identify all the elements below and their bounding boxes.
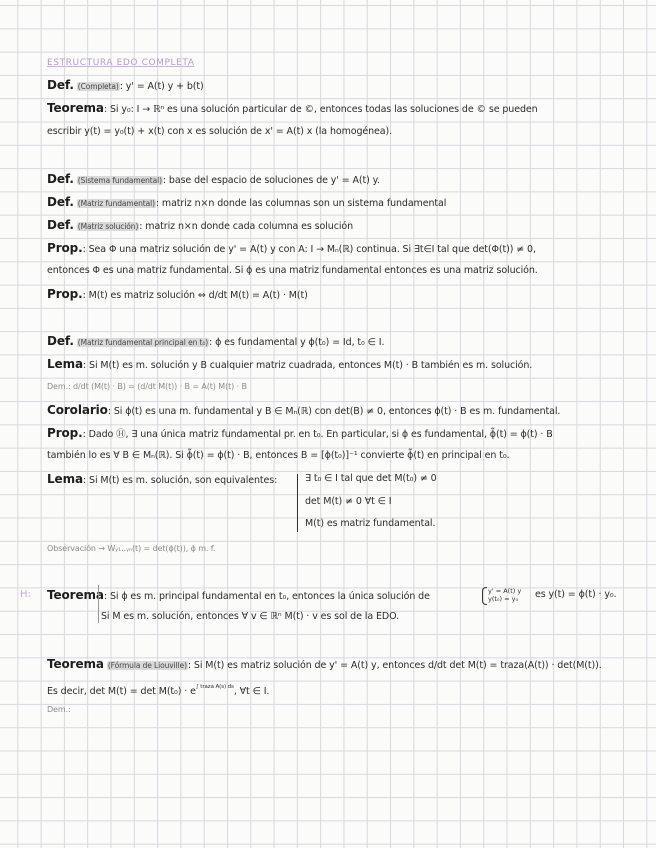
definition-text: : matriz n×n donde cada columna es solución — [139, 221, 353, 232]
proof-label: Dem.: — [47, 705, 71, 714]
keyword: Def. — [47, 78, 74, 92]
definition-solution-matrix — [47, 218, 353, 234]
theorem-label: (Fórmula de Liouville) — [107, 661, 187, 670]
corollary — [47, 403, 560, 419]
definition-principal-matrix — [47, 334, 384, 350]
equivalence-brace — [297, 474, 298, 532]
ivp-initial-condition: y(t₀) = y₀ — [488, 595, 519, 603]
section-title: ESTRUCTURA EDO COMPLETA — [47, 58, 195, 68]
proposition-determinant — [47, 241, 536, 257]
theorem-general-solution — [47, 101, 538, 117]
proposition-text: : Dado Ⓗ, ∃ una única matriz fundamental pr. en t₀. En particular, si ϕ es fundamental, ϕ̃(t) = ϕ(t) · B — [82, 429, 553, 440]
ivp-solution: es y(t) = ϕ(t) · y₀. — [535, 589, 617, 600]
definition-text: : base del espacio de soluciones de y' = A(t) y. — [162, 175, 380, 186]
theorem-general-solution-cont: escribir y(t) = y₀(t) + x(t) con x es solución de x' = A(t) x (la homogénea). — [47, 126, 393, 137]
proposition-unique-principal-cont: también lo es ∀ B ∈ Mₙ(ℝ). Si ϕ̃(t) = ϕ(t) · B, entonces B = [ϕ(t₀)]⁻¹ convierte ϕ̃(t) en principal en t₀. — [47, 450, 510, 461]
keyword: Def. — [47, 172, 74, 186]
ivp-equation: y' = A(t) y — [488, 587, 522, 595]
definition-label: (Matriz fundamental) — [77, 199, 155, 208]
proposition-matrix-solution — [47, 287, 308, 303]
proposition-determinant-cont: entonces Φ es una matriz fundamental. Si ϕ es una matriz fundamental entonces es una matriz solución. — [47, 265, 538, 276]
theorem-liouville — [47, 657, 602, 673]
lemma-equivalences — [47, 472, 277, 488]
lemma-text: : Si M(t) es m. solución, son equivalentes: — [83, 475, 278, 486]
proposition-unique-principal — [47, 426, 553, 442]
theorem-text: : Si y₀: I → ℝⁿ es una solución particular de ©, entonces todas las soluciones de © se pueden — [103, 104, 538, 115]
proposition-text: : M(t) es matriz solución ⇔ d/dt M(t) = A(t) · M(t) — [82, 290, 308, 301]
formula-tail: , ∀t ∈ I. — [233, 686, 270, 697]
definition-text: : matriz n×n donde las columnas son un sistema fundamental — [155, 198, 447, 209]
keyword: Corolario — [47, 403, 108, 417]
keyword: Teorema — [47, 588, 104, 602]
keyword: Def. — [47, 218, 74, 232]
margin-mark: H: — [20, 589, 31, 600]
theorem-ivp-solution — [47, 588, 430, 604]
definition-label: (Sistema fundamental) — [77, 176, 162, 185]
ivp-system — [488, 587, 521, 603]
liouville-formula — [47, 680, 269, 699]
definition-complete — [47, 78, 204, 94]
keyword: Def. — [47, 334, 74, 348]
definition-label: (Completa) — [77, 82, 119, 91]
theorem-text: : Si M(t) es matriz solución de y' = A(t) y, entonces d/dt det M(t) = traza(A(t)) · det(M(t)). — [187, 660, 602, 671]
keyword: Prop. — [47, 426, 83, 440]
definition-text: : ϕ es fundamental y ϕ(t₀) = Id, t₀ ∈ I. — [209, 337, 385, 348]
keyword: Teorema — [47, 101, 104, 115]
theorem-brace — [98, 585, 99, 623]
definition-label: (Matriz solución) — [77, 222, 139, 231]
keyword: Prop. — [47, 241, 83, 255]
definition-fundamental-system — [47, 172, 380, 188]
keyword: Def. — [47, 195, 74, 209]
definition-text: : y' = A(t) y + b(t) — [119, 81, 204, 92]
theorem-ivp-cont: Si M es m. solución, entonces ∀ v ∈ ℝⁿ M(t) · v es sol de la EDO. — [101, 611, 399, 622]
system-brace — [482, 587, 487, 605]
proof-lemma: Dem.: d/dt (M(t) · B) = (d/dt M(t)) · B = A(t) M(t) · B — [47, 382, 247, 391]
theorem-text: : Si ϕ es m. principal fundamental en t₀, entonces la única solución de — [103, 591, 430, 602]
lemma-text: : Si M(t) es m. solución y B cualquier matriz cuadrada, entonces M(t) · B también es m. solución. — [83, 360, 533, 371]
observation-wronskian: Observación → Wᵧ₁..ᵧₙ(t) = det(ϕ(t)), ϕ m. f. — [47, 544, 216, 553]
proposition-text: : Sea Φ una matriz solución de y' = A(t) y con A: I → Mₙ(ℝ) continua. Si ∃t∈I tal que det(Φ(t)) ≠ 0, — [82, 244, 536, 255]
equivalence-item: M(t) es matriz fundamental. — [305, 518, 436, 529]
keyword: Lema — [47, 472, 83, 486]
keyword: Lema — [47, 357, 83, 371]
corollary-text: : Si ϕ(t) es una m. fundamental y B ∈ Mₙ(ℝ) con det(B) ≠ 0, entonces ϕ(t) · B es m. fundamental. — [107, 406, 561, 417]
lemma-right-multiplication — [47, 357, 532, 373]
definition-label: (Matriz fundamental principal en t₀) — [77, 338, 209, 347]
formula-exponent: ∫ traza A(s) ds — [195, 684, 234, 690]
formula-text: Es decir, det M(t) = det M(t₀) · e — [47, 686, 196, 697]
equivalence-item: ∃ t₀ ∈ I tal que det M(t₀) ≠ 0 — [305, 473, 437, 484]
definition-fundamental-matrix — [47, 195, 446, 211]
keyword: Prop. — [47, 287, 83, 301]
equivalence-item: det M(t) ≠ 0 ∀t ∈ I — [305, 496, 392, 507]
keyword: Teorema — [47, 657, 104, 671]
